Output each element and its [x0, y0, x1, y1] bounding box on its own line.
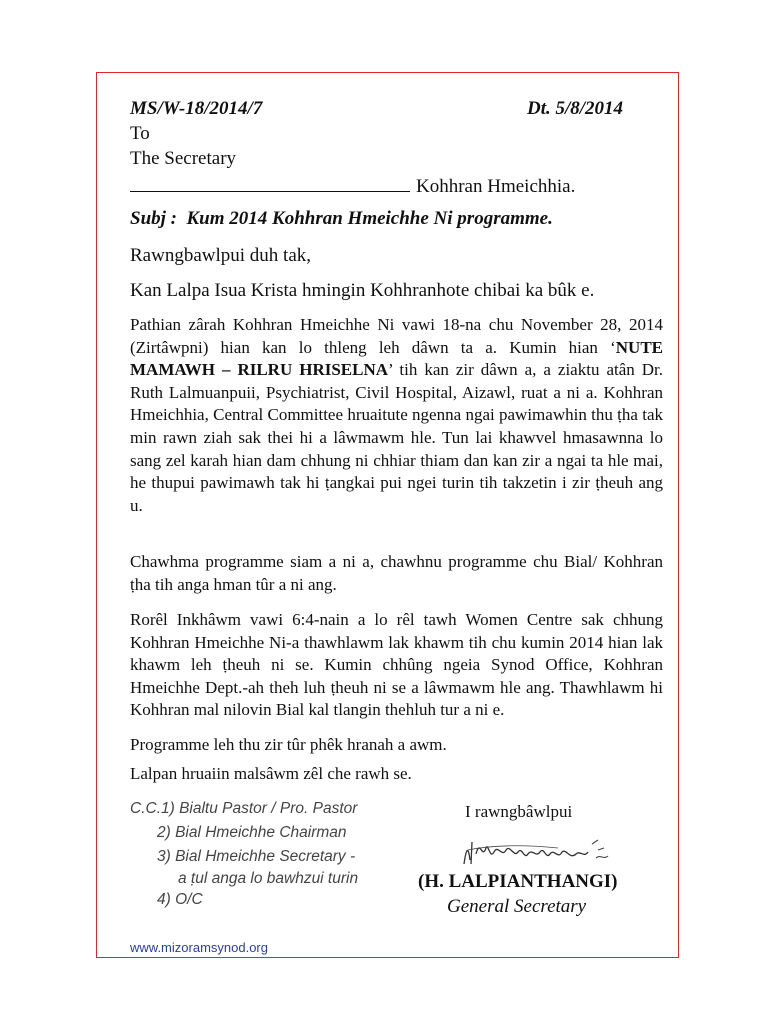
cc-item: a ṭul anga lo bawhzui turin	[178, 870, 359, 887]
signature-image	[458, 830, 618, 876]
sign-off: I rawngbâwlpui	[465, 802, 573, 821]
salutation: Rawngbawlpui duh tak,	[130, 245, 312, 266]
cc-item: C.C.1) Bialtu Pastor / Pro. Pastor	[130, 800, 358, 817]
recipient-org: Kohhran Hmeichhia.	[416, 176, 576, 197]
to-label: To	[130, 123, 150, 144]
subject-text: Kum 2014 Kohhran Hmeichhe Ni programme.	[186, 208, 553, 229]
subject-label: Subj :	[130, 208, 177, 229]
paragraph-3: Rorêl Inkhâwm vawi 6:4-nain a lo rêl tawh Women Centre sak chhung Kohhran Hmeichhe Ni-a thawhlawm lak khawm tih chu kumin 2014 hian lak khawm leh ṭheuh ni se. Kumin chhûng ngeia Synod Office, Kohhran Hmeichhe Dept.-ah theh luh ṭheuh ni se a lâwmawm hle ang. Thawhlawm hi Kohhran mal nilovin Bial kal tlangin thehluh tur a ni e.	[130, 610, 663, 720]
reference-number: MS/W-18/2014/7	[130, 98, 263, 119]
subject-line	[130, 208, 553, 230]
recipient: The Secretary	[130, 148, 237, 169]
recipient-org-line	[130, 173, 575, 198]
signatory-name: (H. LALPIANTHANGI)	[418, 871, 618, 892]
cc-item: 3) Bial Hmeichhe Secretary -	[157, 848, 356, 865]
paragraph-4: Programme leh thu zir tûr phêk hranah a awm.	[130, 735, 447, 754]
paragraph-1	[130, 314, 663, 517]
paragraph-2: Chawhma programme siam a ni a, chawhnu programme chu Bial/ Kohhran ṭha tih anga hman tûr a ni ang.	[130, 552, 663, 594]
greeting: Kan Lalpa Isua Krista hmingin Kohhranhote chibai ka bûk e.	[130, 280, 595, 301]
letter-date: Dt. 5/8/2014	[527, 98, 624, 119]
cc-item: 4) O/C	[157, 891, 203, 908]
blank-line	[130, 173, 410, 192]
cc-item: 2) Bial Hmeichhe Chairman	[157, 824, 347, 841]
paragraph-1-end: ’ tih kan zir dâwn a, a ziaktu atân Dr. Ruth Lalmuanpuii, Psychiatrist, Civil Hospital, Aizawl, ruat a ni a. Kohhran Hmeichhia, Central Committee hruaitute ngenna ngai pawimawhin thu ṭha tak min rawn ziah sak thei hi a lâwmawm hle. Tun lai khawvel hmasawnna lo sang zel karah hian dam chhung ni chhiar thiam dan kan zir a ngai ta hle mai, he thupui pawimawh tak hi ṭangkai pui ngei turin tih takzetin i zir ṭheuh ang u.	[130, 360, 663, 515]
closing: Lalpan hruaiin malsâwm zêl che rawh se.	[130, 764, 412, 783]
paragraph-1-start: Pathian zârah Kohhran Hmeichhe Ni vawi 18-na chu November 28, 2014 (Zirtâwpni) hian kan lo thleng leh dâwn ta a. Kumin hian ‘	[130, 315, 663, 357]
website-link[interactable]: www.mizoramsynod.org	[130, 940, 268, 955]
theme-title: NUTE MAMAWH – RILRU HRISELNA	[130, 337, 663, 380]
signatory-title: General Secretary	[447, 896, 587, 917]
